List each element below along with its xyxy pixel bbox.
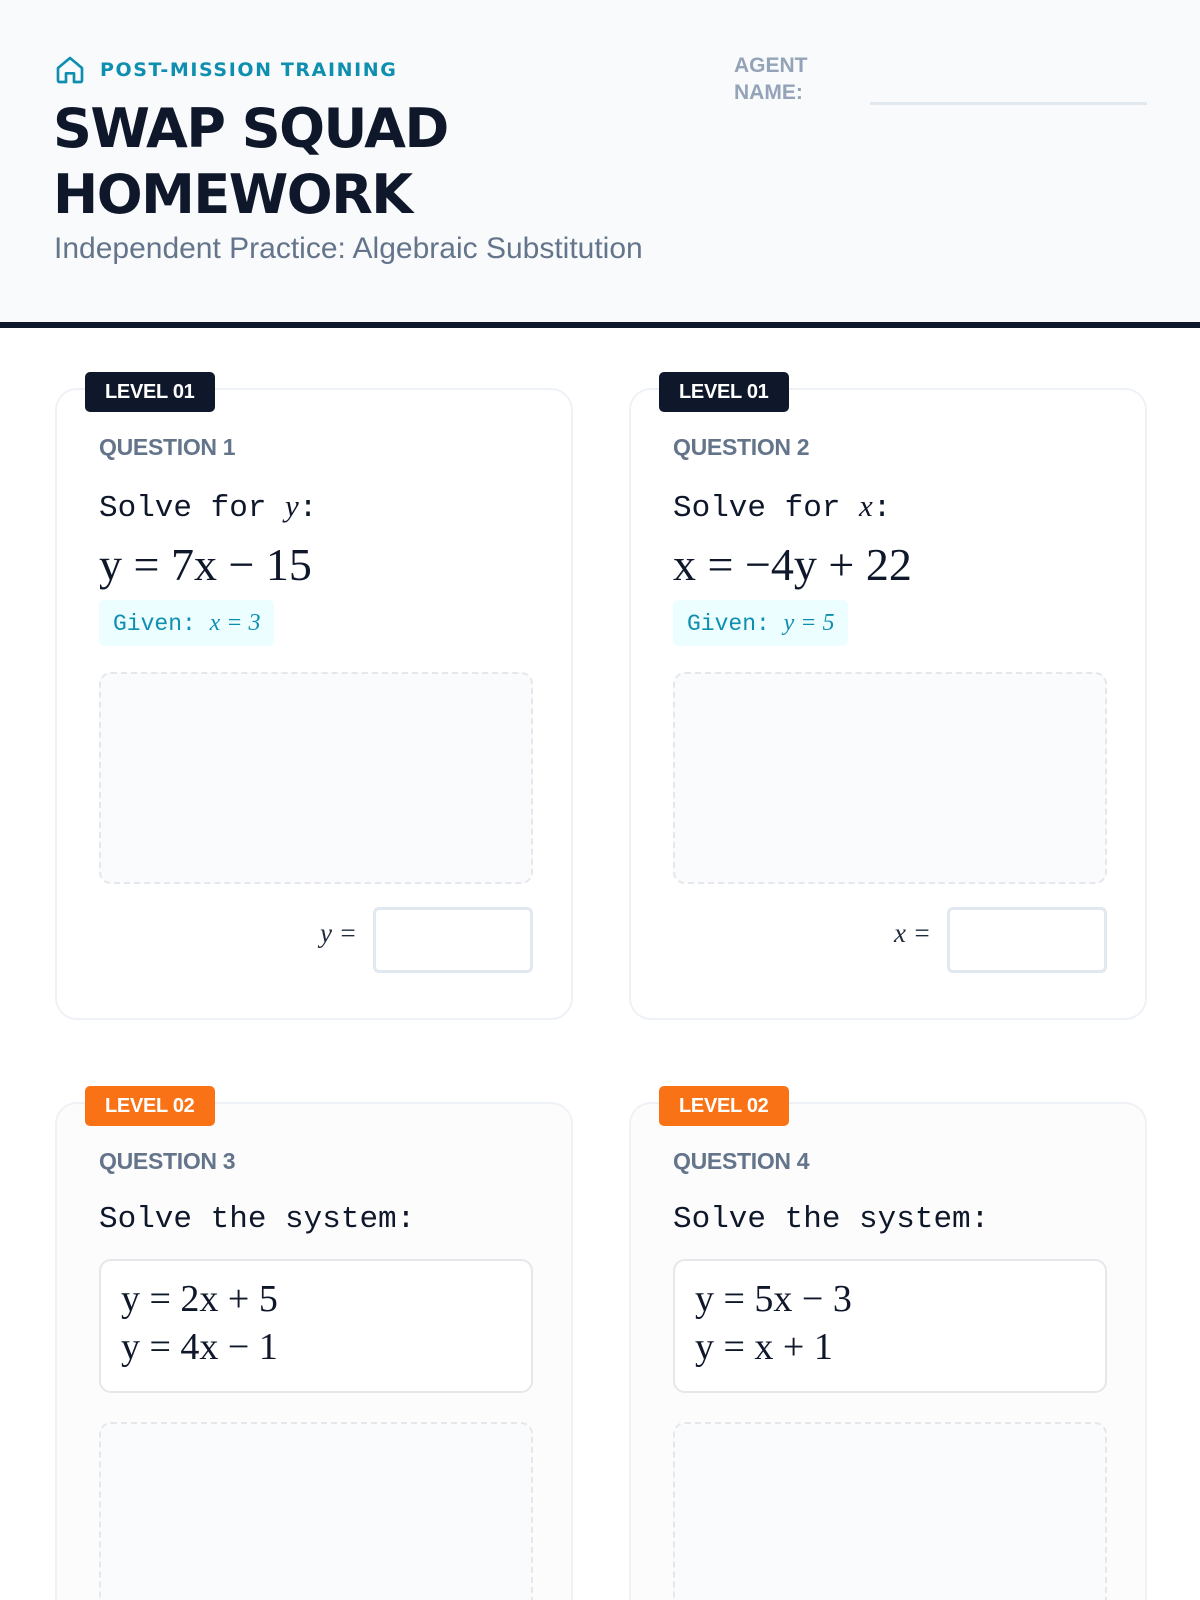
prompt-end: :	[298, 491, 318, 526]
prompt-text: Solve for	[673, 491, 860, 526]
prompt-end: :	[872, 491, 892, 526]
given-label: Given:	[113, 611, 210, 637]
question-prompt: Solve the system:	[673, 1202, 990, 1237]
question-card-2	[629, 381, 1147, 1020]
work-area[interactable]	[99, 1422, 533, 1600]
worksheet-header	[0, 0, 1200, 328]
home-icon	[54, 54, 86, 86]
question-card-4	[629, 1095, 1147, 1600]
question-equation: y = 7x − 15	[99, 539, 312, 590]
given-label: Given:	[687, 611, 784, 637]
answer-label: y =	[320, 918, 357, 948]
given-badge	[673, 600, 848, 646]
question-label: QUESTION 1	[99, 434, 236, 460]
equation-system	[673, 1259, 1107, 1393]
page-subtitle: Independent Practice: Algebraic Substitution	[54, 232, 643, 265]
system-equation-2: y = 4x − 1	[121, 1326, 278, 1368]
question-prompt: Solve the system:	[99, 1202, 416, 1237]
answer-input[interactable]	[947, 907, 1107, 973]
question-prompt	[99, 488, 317, 526]
kicker-label: POST-MISSION TRAINING	[100, 59, 398, 81]
prompt-text: Solve for	[99, 491, 286, 526]
level-badge: LEVEL 02	[659, 1086, 789, 1126]
given-badge	[99, 600, 274, 646]
question-equation: x = −4y + 22	[673, 539, 912, 590]
question-label: QUESTION 3	[99, 1148, 236, 1174]
question-prompt	[673, 488, 891, 526]
work-area[interactable]	[99, 672, 533, 884]
agent-name-field[interactable]	[870, 102, 1147, 105]
prompt-variable: x	[859, 488, 873, 523]
level-badge: LEVEL 02	[85, 1086, 215, 1126]
work-area[interactable]	[673, 672, 1107, 884]
agent-name-label: AGENT NAME:	[734, 54, 808, 104]
system-equation-2: y = x + 1	[695, 1326, 833, 1368]
answer-input[interactable]	[373, 907, 533, 973]
question-label: QUESTION 2	[673, 434, 810, 460]
work-area[interactable]	[673, 1422, 1107, 1600]
answer-label: x =	[894, 918, 931, 948]
given-value: y = 5	[783, 610, 835, 636]
question-card-3	[55, 1095, 573, 1600]
prompt-variable: y	[285, 488, 299, 523]
question-card-1	[55, 381, 573, 1020]
equation-system	[99, 1259, 533, 1393]
system-equation-1: y = 5x − 3	[695, 1278, 852, 1320]
system-equation-1: y = 2x + 5	[121, 1278, 278, 1320]
level-badge: LEVEL 01	[85, 372, 215, 412]
page-title: SWAP SQUAD HOMEWORK	[53, 97, 448, 226]
given-value: x = 3	[209, 610, 261, 636]
brand	[54, 54, 397, 86]
question-label: QUESTION 4	[673, 1148, 810, 1174]
level-badge: LEVEL 01	[659, 372, 789, 412]
